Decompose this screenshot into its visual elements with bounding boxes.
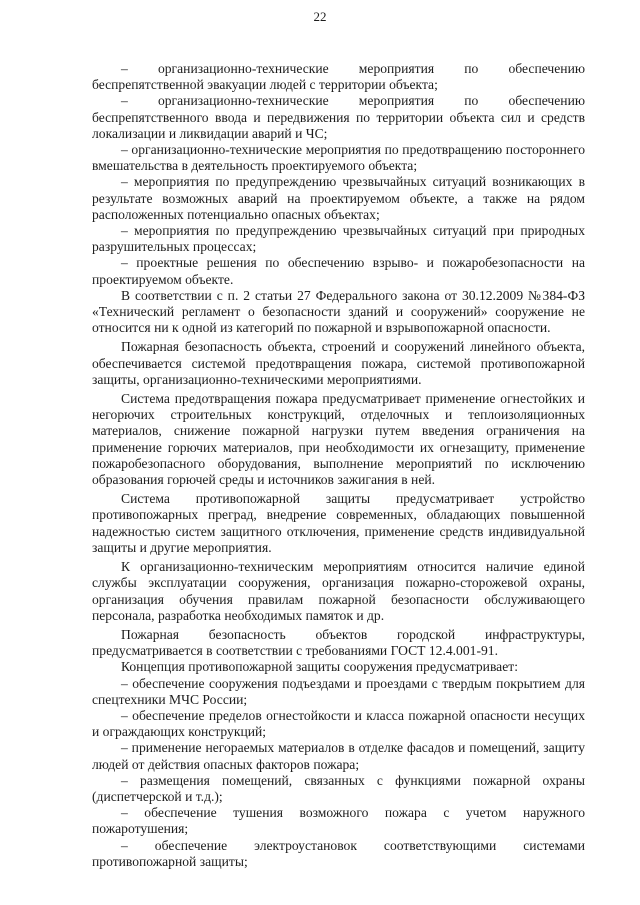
paragraph-fire-prevention-system: Система предотвращения пожара предусматривает применение огнестойких и негорючих строительных конструкций, отделочных и теплоизоляционных материалов, снижение пожарной нагрузки путем введения ограничения на применение горючих материалов, при необходимости их огнезащиту, применение пожаробезопасного оборудования, выполнение мероприятий по исключению образования горючей среды и источников зажигания в ней.	[92, 391, 585, 488]
paragraph-intrusion-prevention: – организационно-технические мероприятия по предотвращению постороннего вмешательства в деятельность проектируемого объекта;	[92, 142, 585, 174]
paragraph-fire-explosion-solutions: – проектные решения по обеспечению взрыво- и пожаробезопасности на проектируемом объекте.	[92, 255, 585, 287]
paragraph-federal-law: В соответствии с п. 2 статьи 27 Федерального закона от 30.12.2009 №384-ФЗ «Технический регламент о безопасности зданий и сооружений» сооружение не относится ни к одной из категорий по пожарной и взрывопожарной опасности.	[92, 287, 585, 336]
paragraph-natural-hazard-prevention: – мероприятия по предупреждению чрезвычайных ситуаций при природных разрушительных процессах;	[92, 223, 585, 255]
list-item-fire-resistance: – обеспечение пределов огнестойкости и класса пожарной опасности несущих и ограждающих конструкций;	[92, 707, 585, 740]
page-number: 22	[313, 9, 327, 24]
paragraph-gost-reference: Пожарная безопасность объектов городской инфраструктуры, предусматривается в соответствии с требованиями ГОСТ 12.4.001-91.	[92, 626, 585, 659]
paragraph-fire-protection-system: Система противопожарной защиты предусматривает устройство противопожарных преград, внедрение современных, обладающих повышенной надежностью систем защитного отключения, применение средств индивидуальной защиты и другие мероприятия.	[92, 491, 585, 555]
paragraph-evacuation-measures: – организационно-технические мероприятия по обеспечению беспрепятственной эвакуации людей с территории объекта;	[92, 61, 585, 93]
list-item-fire-service-rooms: – размещения помещений, связанных с функциями пожарной охраны (диспетчерской и т.д.);	[92, 772, 585, 804]
list-item-non-combustible-materials: – применение негораемых материалов в отделке фасадов и помещений, защиту людей от действия опасных факторов пожара;	[92, 740, 585, 772]
list-item-electrical-protection: – обеспечение электроустановок соответствующими системами противопожарной защиты;	[92, 837, 585, 869]
list-item-fire-extinguishing: – обеспечение тушения возможного пожара с учетом наружного пожаротушения;	[92, 805, 585, 837]
paragraph-access-measures: – организационно-технические мероприятия по обеспечению беспрепятственного ввода и передвижения по территории объекта сил и средств локализации и ликвидации аварий и ЧС;	[92, 93, 585, 141]
paragraph-organizational-measures: К организационно-техническим мероприятиям относится наличие единой службы эксплуатации сооружения, организация пожарно-сторожевой охраны, организация обучения правилам пожарной безопасности обслуживающего персонала, разработка необходимых памяток и др.	[92, 559, 585, 623]
paragraph-concept-intro: Концепция противопожарной защиты сооружения предусматривает:	[121, 659, 518, 675]
document-body	[92, 61, 585, 870]
paragraph-fire-safety-overview: Пожарная безопасность объекта, строений и сооружений линейного объекта, обеспечивается системой предотвращения пожара, системой противопожарной защиты, организационно-техническими мероприятиями.	[92, 339, 585, 387]
paragraph-accident-prevention: – мероприятия по предупреждению чрезвычайных ситуаций возникающих в результате возможных аварий на проектируемом объекте, а также на рядом расположенных потенциально опасных объектах;	[92, 174, 585, 222]
list-item-access-roads: – обеспечение сооружения подъездами и проездами с твердым покрытием для спецтехники МЧС России;	[92, 675, 585, 707]
